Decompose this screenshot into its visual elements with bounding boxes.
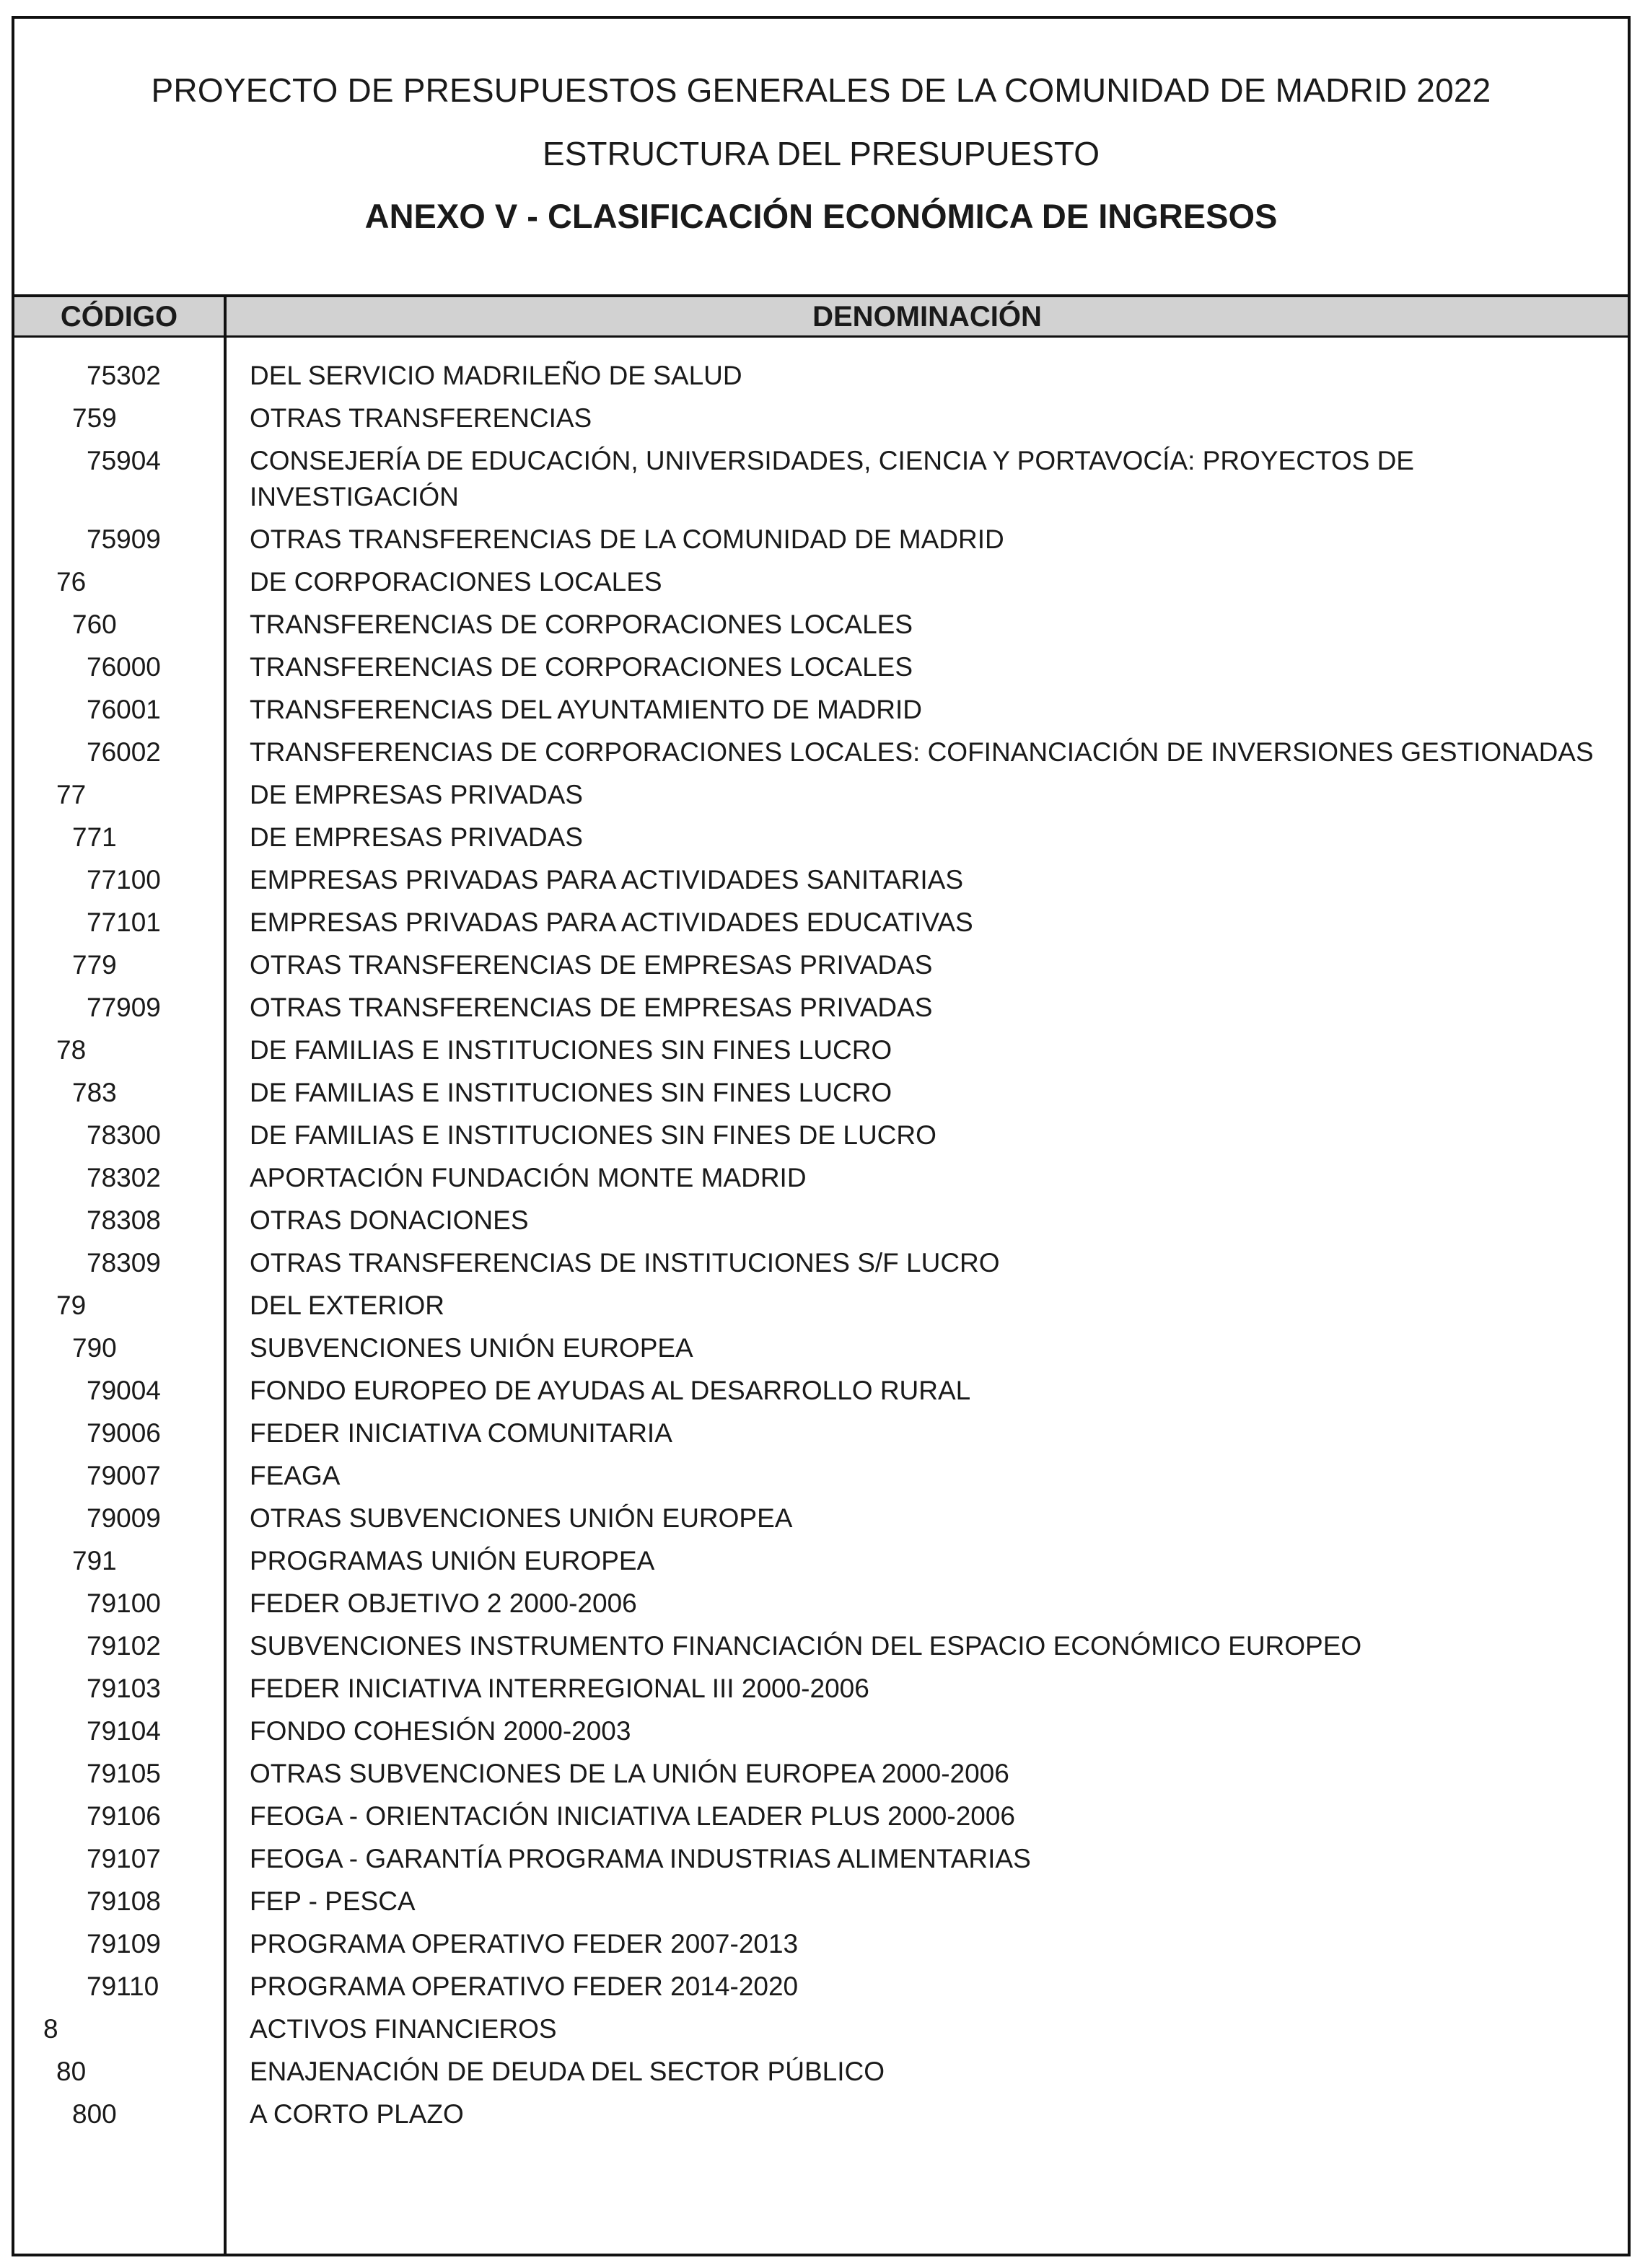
row-denomination: DEL EXTERIOR xyxy=(250,1291,445,1320)
row-code: 79007 xyxy=(87,1461,161,1490)
row-code: 78308 xyxy=(87,1205,161,1235)
row-denomination: DE EMPRESAS PRIVADAS xyxy=(250,780,583,809)
row-code: 790 xyxy=(72,1333,117,1363)
table-row xyxy=(14,2054,1628,2096)
table-header xyxy=(14,294,1628,338)
row-denomination: FEOGA - GARANTÍA PROGRAMA INDUSTRIAS ALIMENTARIAS xyxy=(250,1844,1031,1873)
row-denomination: FEDER INICIATIVA INTERREGIONAL III 2000-2006 xyxy=(250,1674,869,1703)
page-frame xyxy=(12,16,1631,2256)
table-row xyxy=(14,1203,1628,1245)
table-row xyxy=(14,1373,1628,1415)
table-row xyxy=(14,1288,1628,1330)
row-code: 76000 xyxy=(87,652,161,682)
row-code: 75302 xyxy=(87,361,161,390)
row-code: 79100 xyxy=(87,1588,161,1618)
row-code: 78300 xyxy=(87,1120,161,1150)
table-row xyxy=(14,1926,1628,1969)
table-row xyxy=(14,1756,1628,1798)
table-row xyxy=(14,400,1628,443)
row-denomination: SUBVENCIONES UNIÓN EUROPEA xyxy=(250,1333,693,1363)
row-code: 79108 xyxy=(87,1886,161,1916)
row-denomination: TRANSFERENCIAS DE CORPORACIONES LOCALES: COFINANCIACIÓN DE INVERSIONES GESTIONADAS xyxy=(250,737,1594,767)
table-row xyxy=(14,1841,1628,1884)
row-denomination: PROGRAMAS UNIÓN EUROPEA xyxy=(250,1546,655,1575)
table-row xyxy=(14,1117,1628,1160)
row-code: 76002 xyxy=(87,737,161,767)
row-denomination: OTRAS DONACIONES xyxy=(250,1205,529,1235)
row-denomination: OTRAS TRANSFERENCIAS DE EMPRESAS PRIVADAS xyxy=(250,993,933,1022)
row-denomination: OTRAS TRANSFERENCIAS DE LA COMUNIDAD DE MADRID xyxy=(250,524,1004,554)
row-denomination: OTRAS TRANSFERENCIAS DE EMPRESAS PRIVADAS xyxy=(250,950,933,980)
row-code: 79103 xyxy=(87,1674,161,1703)
table-row xyxy=(14,2096,1628,2139)
table-row xyxy=(14,692,1628,734)
table-row xyxy=(14,1671,1628,1713)
table-row xyxy=(14,358,1628,400)
row-code: 77101 xyxy=(87,907,161,937)
document-title: PROYECTO DE PRESUPUESTOS GENERALES DE LA COMUNIDAD DE MADRID 2022 xyxy=(151,71,1491,109)
row-code: 79110 xyxy=(87,1972,159,2001)
table-row xyxy=(14,564,1628,607)
row-code: 78 xyxy=(56,1035,87,1065)
row-denomination: DE FAMILIAS E INSTITUCIONES SIN FINES LUCRO xyxy=(250,1078,892,1107)
table-row xyxy=(14,734,1628,777)
row-denomination: DEL SERVICIO MADRILEÑO DE SALUD xyxy=(250,361,742,390)
row-denomination: DE FAMILIAS E INSTITUCIONES SIN FINES LUCRO xyxy=(250,1035,892,1065)
row-code: 79 xyxy=(56,1291,87,1320)
row-code: 79009 xyxy=(87,1503,161,1533)
row-code: 79004 xyxy=(87,1376,161,1405)
table-row xyxy=(14,947,1628,990)
row-code: 78309 xyxy=(87,1248,161,1278)
table-row xyxy=(14,1884,1628,1926)
table-row xyxy=(14,1075,1628,1117)
row-denomination: OTRAS TRANSFERENCIAS DE INSTITUCIONES S/F LUCRO xyxy=(250,1248,1000,1278)
table-row xyxy=(14,607,1628,649)
row-denomination: EMPRESAS PRIVADAS PARA ACTIVIDADES SANITARIAS xyxy=(250,865,963,895)
table-row xyxy=(14,1969,1628,2011)
table-row xyxy=(14,649,1628,692)
row-denomination: DE EMPRESAS PRIVADAS xyxy=(250,822,583,852)
row-code: 79107 xyxy=(87,1844,161,1873)
row-denomination: FEP - PESCA xyxy=(250,1886,416,1916)
table-row xyxy=(14,1543,1628,1586)
document-subtitle: ESTRUCTURA DEL PRESUPUESTO xyxy=(543,135,1100,172)
row-denomination: PROGRAMA OPERATIVO FEDER 2007-2013 xyxy=(250,1929,799,1959)
row-code: 79106 xyxy=(87,1801,161,1831)
row-code: 80 xyxy=(56,2057,87,2086)
row-denomination: ACTIVOS FINANCIEROS xyxy=(250,2014,557,2044)
row-code: 78302 xyxy=(87,1163,161,1192)
table-row xyxy=(14,777,1628,819)
row-code: 79105 xyxy=(87,1759,161,1788)
row-code: 77 xyxy=(56,780,87,809)
row-code: 760 xyxy=(72,610,117,639)
row-code: 75909 xyxy=(87,524,161,554)
table-row xyxy=(14,905,1628,947)
table-row xyxy=(14,2011,1628,2054)
row-denomination: OTRAS SUBVENCIONES DE LA UNIÓN EUROPEA 2000-2006 xyxy=(250,1759,1009,1788)
row-denomination: FONDO COHESIÓN 2000-2003 xyxy=(250,1716,631,1746)
document-header xyxy=(14,19,1628,297)
table-row xyxy=(14,862,1628,905)
row-denomination: OTRAS SUBVENCIONES UNIÓN EUROPEA xyxy=(250,1503,793,1533)
table-row xyxy=(14,1500,1628,1543)
row-code: 79109 xyxy=(87,1929,161,1959)
table-row xyxy=(14,1032,1628,1075)
table-row xyxy=(14,1586,1628,1628)
row-code: 779 xyxy=(72,950,117,980)
row-code: 759 xyxy=(72,403,117,433)
row-denomination: FEOGA - ORIENTACIÓN INICIATIVA LEADER PLUS 2000-2006 xyxy=(250,1801,1016,1831)
row-denomination: FONDO EUROPEO DE AYUDAS AL DESARROLLO RURAL xyxy=(250,1376,971,1405)
table-row xyxy=(14,1798,1628,1841)
table-row xyxy=(14,819,1628,862)
table-row xyxy=(14,1245,1628,1288)
row-denomination: APORTACIÓN FUNDACIÓN MONTE MADRID xyxy=(250,1163,807,1192)
row-denomination: TRANSFERENCIAS DEL AYUNTAMIENTO DE MADRID xyxy=(250,695,922,724)
row-code: 79006 xyxy=(87,1418,161,1448)
row-denomination: SUBVENCIONES INSTRUMENTO FINANCIACIÓN DEL ESPACIO ECONÓMICO EUROPEO xyxy=(250,1631,1362,1661)
row-denomination: FEDER OBJETIVO 2 2000-2006 xyxy=(250,1588,637,1618)
row-denomination: ENAJENACIÓN DE DEUDA DEL SECTOR PÚBLICO xyxy=(250,2057,885,2086)
row-code: 8 xyxy=(43,2014,58,2044)
row-denomination: CONSEJERÍA DE EDUCACIÓN, UNIVERSIDADES, CIENCIA Y PORTAVOCÍA: PROYECTOS DE INVESTIGACIÓN xyxy=(250,446,1414,511)
row-code: 76001 xyxy=(87,695,161,724)
row-code: 77909 xyxy=(87,993,161,1022)
row-denomination: PROGRAMA OPERATIVO FEDER 2014-2020 xyxy=(250,1972,799,2001)
table-row xyxy=(14,1415,1628,1458)
annex-title: ANEXO V - CLASIFICACIÓN ECONÓMICA DE INGRESOS xyxy=(364,197,1278,235)
row-denomination: DE FAMILIAS E INSTITUCIONES SIN FINES DE LUCRO xyxy=(250,1120,936,1150)
column-header-name: DENOMINACIÓN xyxy=(812,301,1042,333)
table-row xyxy=(14,443,1628,522)
row-code: 791 xyxy=(72,1546,117,1575)
row-code: 79102 xyxy=(87,1631,161,1661)
row-code: 79104 xyxy=(87,1716,161,1746)
row-denomination: EMPRESAS PRIVADAS PARA ACTIVIDADES EDUCATIVAS xyxy=(250,907,973,937)
table-row xyxy=(14,1330,1628,1373)
table-row xyxy=(14,1458,1628,1500)
table-body xyxy=(14,358,1628,2139)
row-code: 75904 xyxy=(87,446,161,475)
row-denomination: OTRAS TRANSFERENCIAS xyxy=(250,403,592,433)
row-denomination: A CORTO PLAZO xyxy=(250,2099,464,2129)
row-code: 783 xyxy=(72,1078,117,1107)
table-row xyxy=(14,522,1628,564)
row-denomination: FEDER INICIATIVA COMUNITARIA xyxy=(250,1418,672,1448)
row-denomination: DE CORPORACIONES LOCALES xyxy=(250,567,662,597)
row-denomination: TRANSFERENCIAS DE CORPORACIONES LOCALES xyxy=(250,652,913,682)
row-code: 77100 xyxy=(87,865,161,895)
row-code: 76 xyxy=(56,567,87,597)
column-header-code: CÓDIGO xyxy=(60,301,178,333)
table-row xyxy=(14,1713,1628,1756)
table-row xyxy=(14,990,1628,1032)
row-denomination: FEAGA xyxy=(250,1461,341,1490)
table-row xyxy=(14,1628,1628,1671)
row-code: 800 xyxy=(72,2099,117,2129)
table-row xyxy=(14,1160,1628,1203)
row-denomination: TRANSFERENCIAS DE CORPORACIONES LOCALES xyxy=(250,610,913,639)
row-code: 771 xyxy=(72,822,117,852)
